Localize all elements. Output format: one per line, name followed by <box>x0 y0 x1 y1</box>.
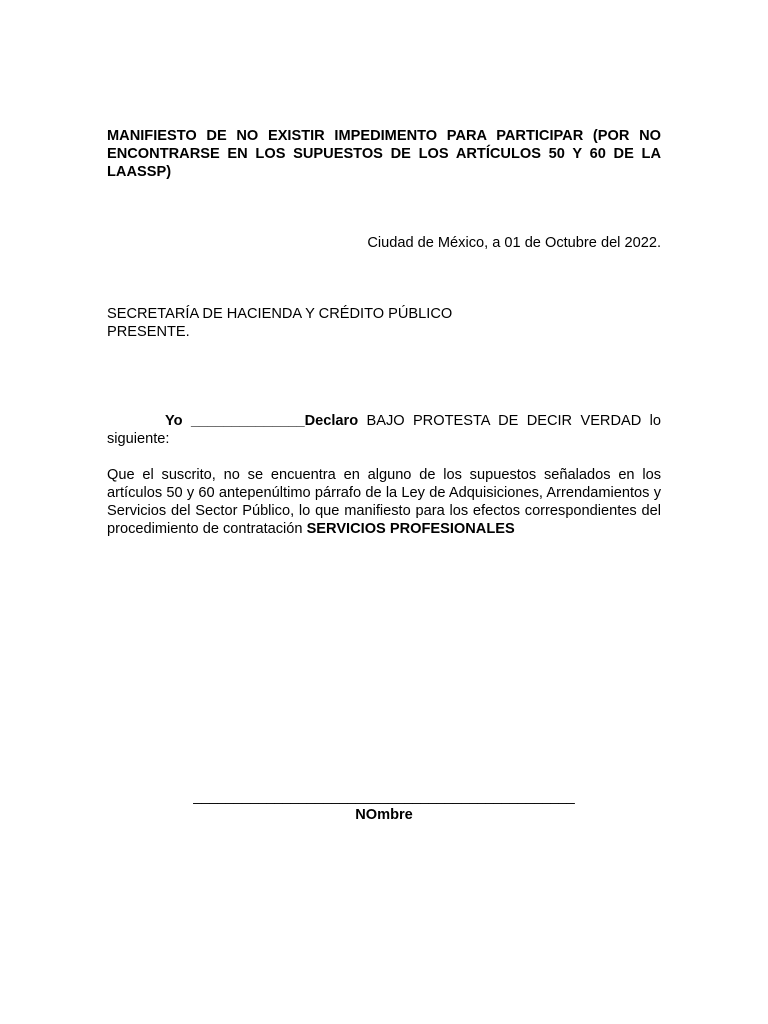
body-text: Que el suscrito, no se encuentra en alguno de los supuestos señalados en los artículos 50 y 60 antepenúltimo párrafo de la Ley de Adquisiciones, Arrendamientos y Servicios del Sector Público, lo que manifiesto para los efectos correspondientes del procedimiento de contratación <box>107 467 661 537</box>
declaration-name-blank: ______________ <box>190 413 305 429</box>
document-title: MANIFIESTO DE NO EXISTIR IMPEDIMENTO PARA PARTICIPAR (POR NO ENCONTRARSE EN LOS SUPUESTOS DE LOS ARTÍCULOS 50 Y 60 DE LA LAASSP) <box>107 128 661 180</box>
body-paragraph <box>107 466 661 538</box>
date-line: Ciudad de México, a 01 de Octubre del 2022. <box>367 235 661 251</box>
body-bold-text: SERVICIOS PROFESIONALES <box>306 521 515 537</box>
signature-line: _______________________________________________ <box>193 789 575 805</box>
signature-name: NOmbre <box>355 807 413 823</box>
addressee-line-1: SECRETARÍA DE HACIENDA Y CRÉDITO PÚBLICO <box>107 306 453 322</box>
declaration-rest: BAJO PROTESTA DE DECIR VERDAD lo siguiente: <box>107 413 661 447</box>
declaration-declaro: Declaro <box>304 413 359 429</box>
signature-block <box>184 788 584 824</box>
addressee-line-2: PRESENTE. <box>107 324 190 340</box>
addressee <box>107 305 661 341</box>
declaration-paragraph <box>107 412 661 448</box>
declaration-yo: Yo <box>165 413 183 429</box>
